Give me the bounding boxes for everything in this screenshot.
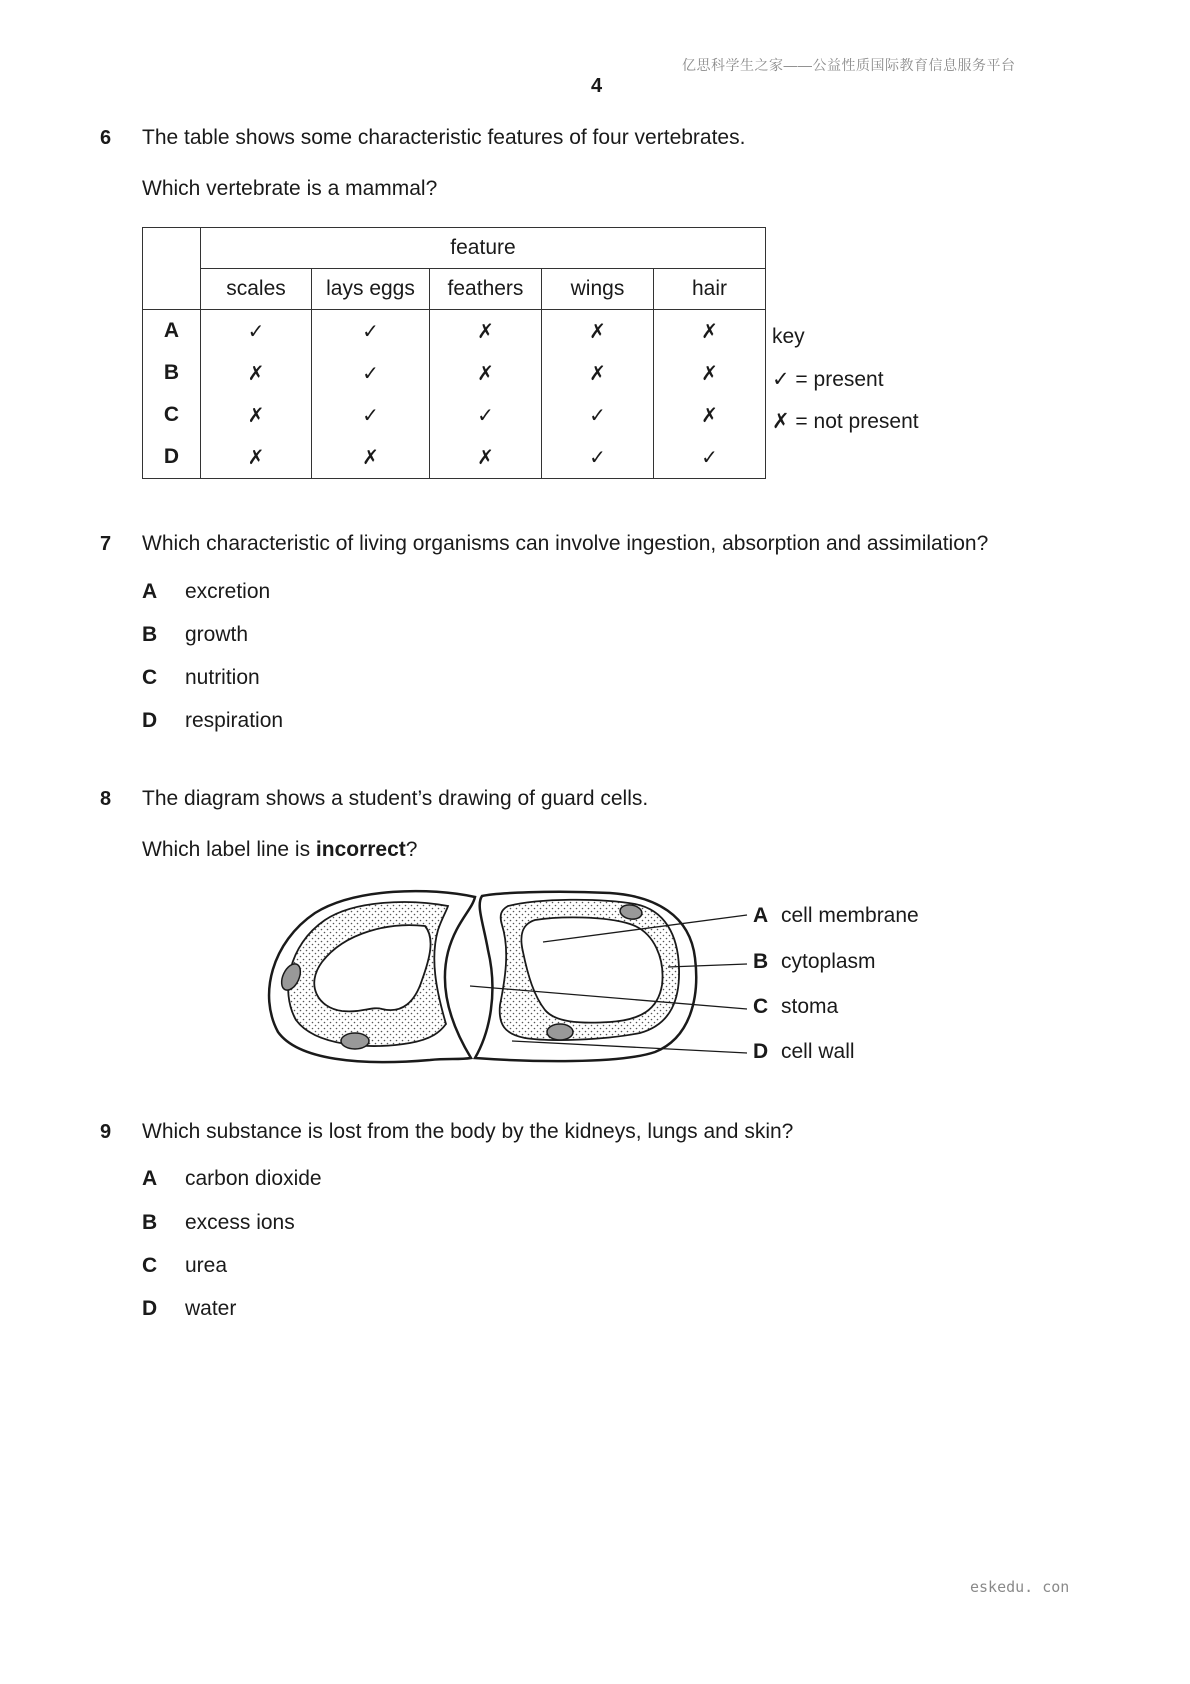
left-chloroplast — [341, 1033, 369, 1049]
table-cell: ✗ — [430, 352, 542, 394]
header-watermark: 亿思科学生之家——公益性质国际教育信息服务平台 — [682, 57, 1016, 73]
q9-option-letter: D — [142, 1297, 158, 1320]
q9-option-text: excess ions — [185, 1211, 295, 1234]
q8-question: Which label line is incorrect? — [142, 838, 418, 861]
table-row — [143, 436, 766, 479]
page-number: 4 — [591, 75, 603, 97]
col-header: feathers — [430, 269, 542, 310]
table-cell: ✓ — [312, 310, 430, 353]
footer-watermark: eskedu. con — [970, 1578, 1070, 1596]
table-cell: ✓ — [312, 394, 430, 436]
right-vacuole — [521, 917, 662, 1022]
q8-text: The diagram shows a student’s drawing of guard cells. — [142, 787, 649, 810]
table-row — [143, 394, 766, 436]
label-text: cell membrane — [781, 904, 919, 927]
col-header: lays eggs — [312, 269, 430, 310]
table-cell: ✗ — [201, 436, 312, 479]
label-text: cytoplasm — [781, 950, 876, 973]
table-cell: ✓ — [654, 436, 766, 479]
row-label: A — [143, 310, 201, 353]
table-cell: ✗ — [654, 394, 766, 436]
table-cell: ✓ — [542, 436, 654, 479]
key-tick: ✓ = present — [772, 368, 884, 391]
q9-option-text: carbon dioxide — [185, 1167, 322, 1190]
q7-option-text: nutrition — [185, 666, 260, 689]
q7-option-letter: D — [142, 709, 158, 732]
table-cell: ✗ — [430, 310, 542, 353]
table-cell: ✓ — [542, 394, 654, 436]
table-cell: ✗ — [542, 310, 654, 353]
label-letter: A — [753, 904, 769, 927]
q7-option-text: growth — [185, 623, 249, 646]
q9-option-letter: B — [142, 1211, 158, 1234]
table-cell: ✗ — [654, 352, 766, 394]
q7-number: 7 — [100, 533, 112, 555]
table-cell: ✗ — [201, 394, 312, 436]
features-table — [142, 227, 766, 479]
q7-option-text: excretion — [185, 580, 271, 603]
q9-option-letter: C — [142, 1254, 158, 1277]
q6-text: The table shows some characteristic features of four vertebrates. — [142, 126, 746, 149]
guard-cells-diagram — [260, 880, 760, 1070]
table-cell: ✗ — [430, 436, 542, 479]
table-cell: ✓ — [201, 310, 312, 353]
q9-option-text: urea — [185, 1254, 228, 1277]
table-cell: ✗ — [542, 352, 654, 394]
q9-text: Which substance is lost from the body by the kidneys, lungs and skin? — [142, 1120, 794, 1143]
q7-text: Which characteristic of living organisms can involve ingestion, absorption and assimilation? — [142, 532, 989, 555]
row-label: D — [143, 436, 201, 479]
q7-option-letter: C — [142, 666, 158, 689]
q6-number: 6 — [100, 127, 112, 149]
table-row — [143, 310, 766, 353]
table-cell: ✗ — [201, 352, 312, 394]
key-cross: ✗ = not present — [772, 410, 919, 433]
q9-option-letter: A — [142, 1167, 158, 1190]
row-label: C — [143, 394, 201, 436]
label-text: stoma — [781, 995, 839, 1018]
q7-option-letter: A — [142, 580, 158, 603]
row-label: B — [143, 352, 201, 394]
q8-number: 8 — [100, 788, 112, 810]
table-cell: ✗ — [654, 310, 766, 353]
table-cell: ✓ — [430, 394, 542, 436]
feature-group-header: feature — [201, 228, 766, 269]
q6-question: Which vertebrate is a mammal? — [142, 177, 438, 200]
key-title: key — [772, 325, 805, 348]
right-chloroplast — [547, 1024, 573, 1040]
col-header: scales — [201, 269, 312, 310]
col-header: hair — [654, 269, 766, 310]
label-letter: D — [753, 1040, 769, 1063]
q9-option-text: water — [185, 1297, 237, 1320]
table-corner — [143, 228, 201, 310]
label-letter: C — [753, 995, 769, 1018]
q9-number: 9 — [100, 1121, 112, 1143]
table-cell: ✓ — [312, 352, 430, 394]
table-row — [143, 352, 766, 394]
col-header: wings — [542, 269, 654, 310]
q7-option-text: respiration — [185, 709, 284, 732]
table-cell: ✗ — [312, 436, 430, 479]
label-letter: B — [753, 950, 769, 973]
q7-option-letter: B — [142, 623, 158, 646]
label-text: cell wall — [781, 1040, 855, 1063]
